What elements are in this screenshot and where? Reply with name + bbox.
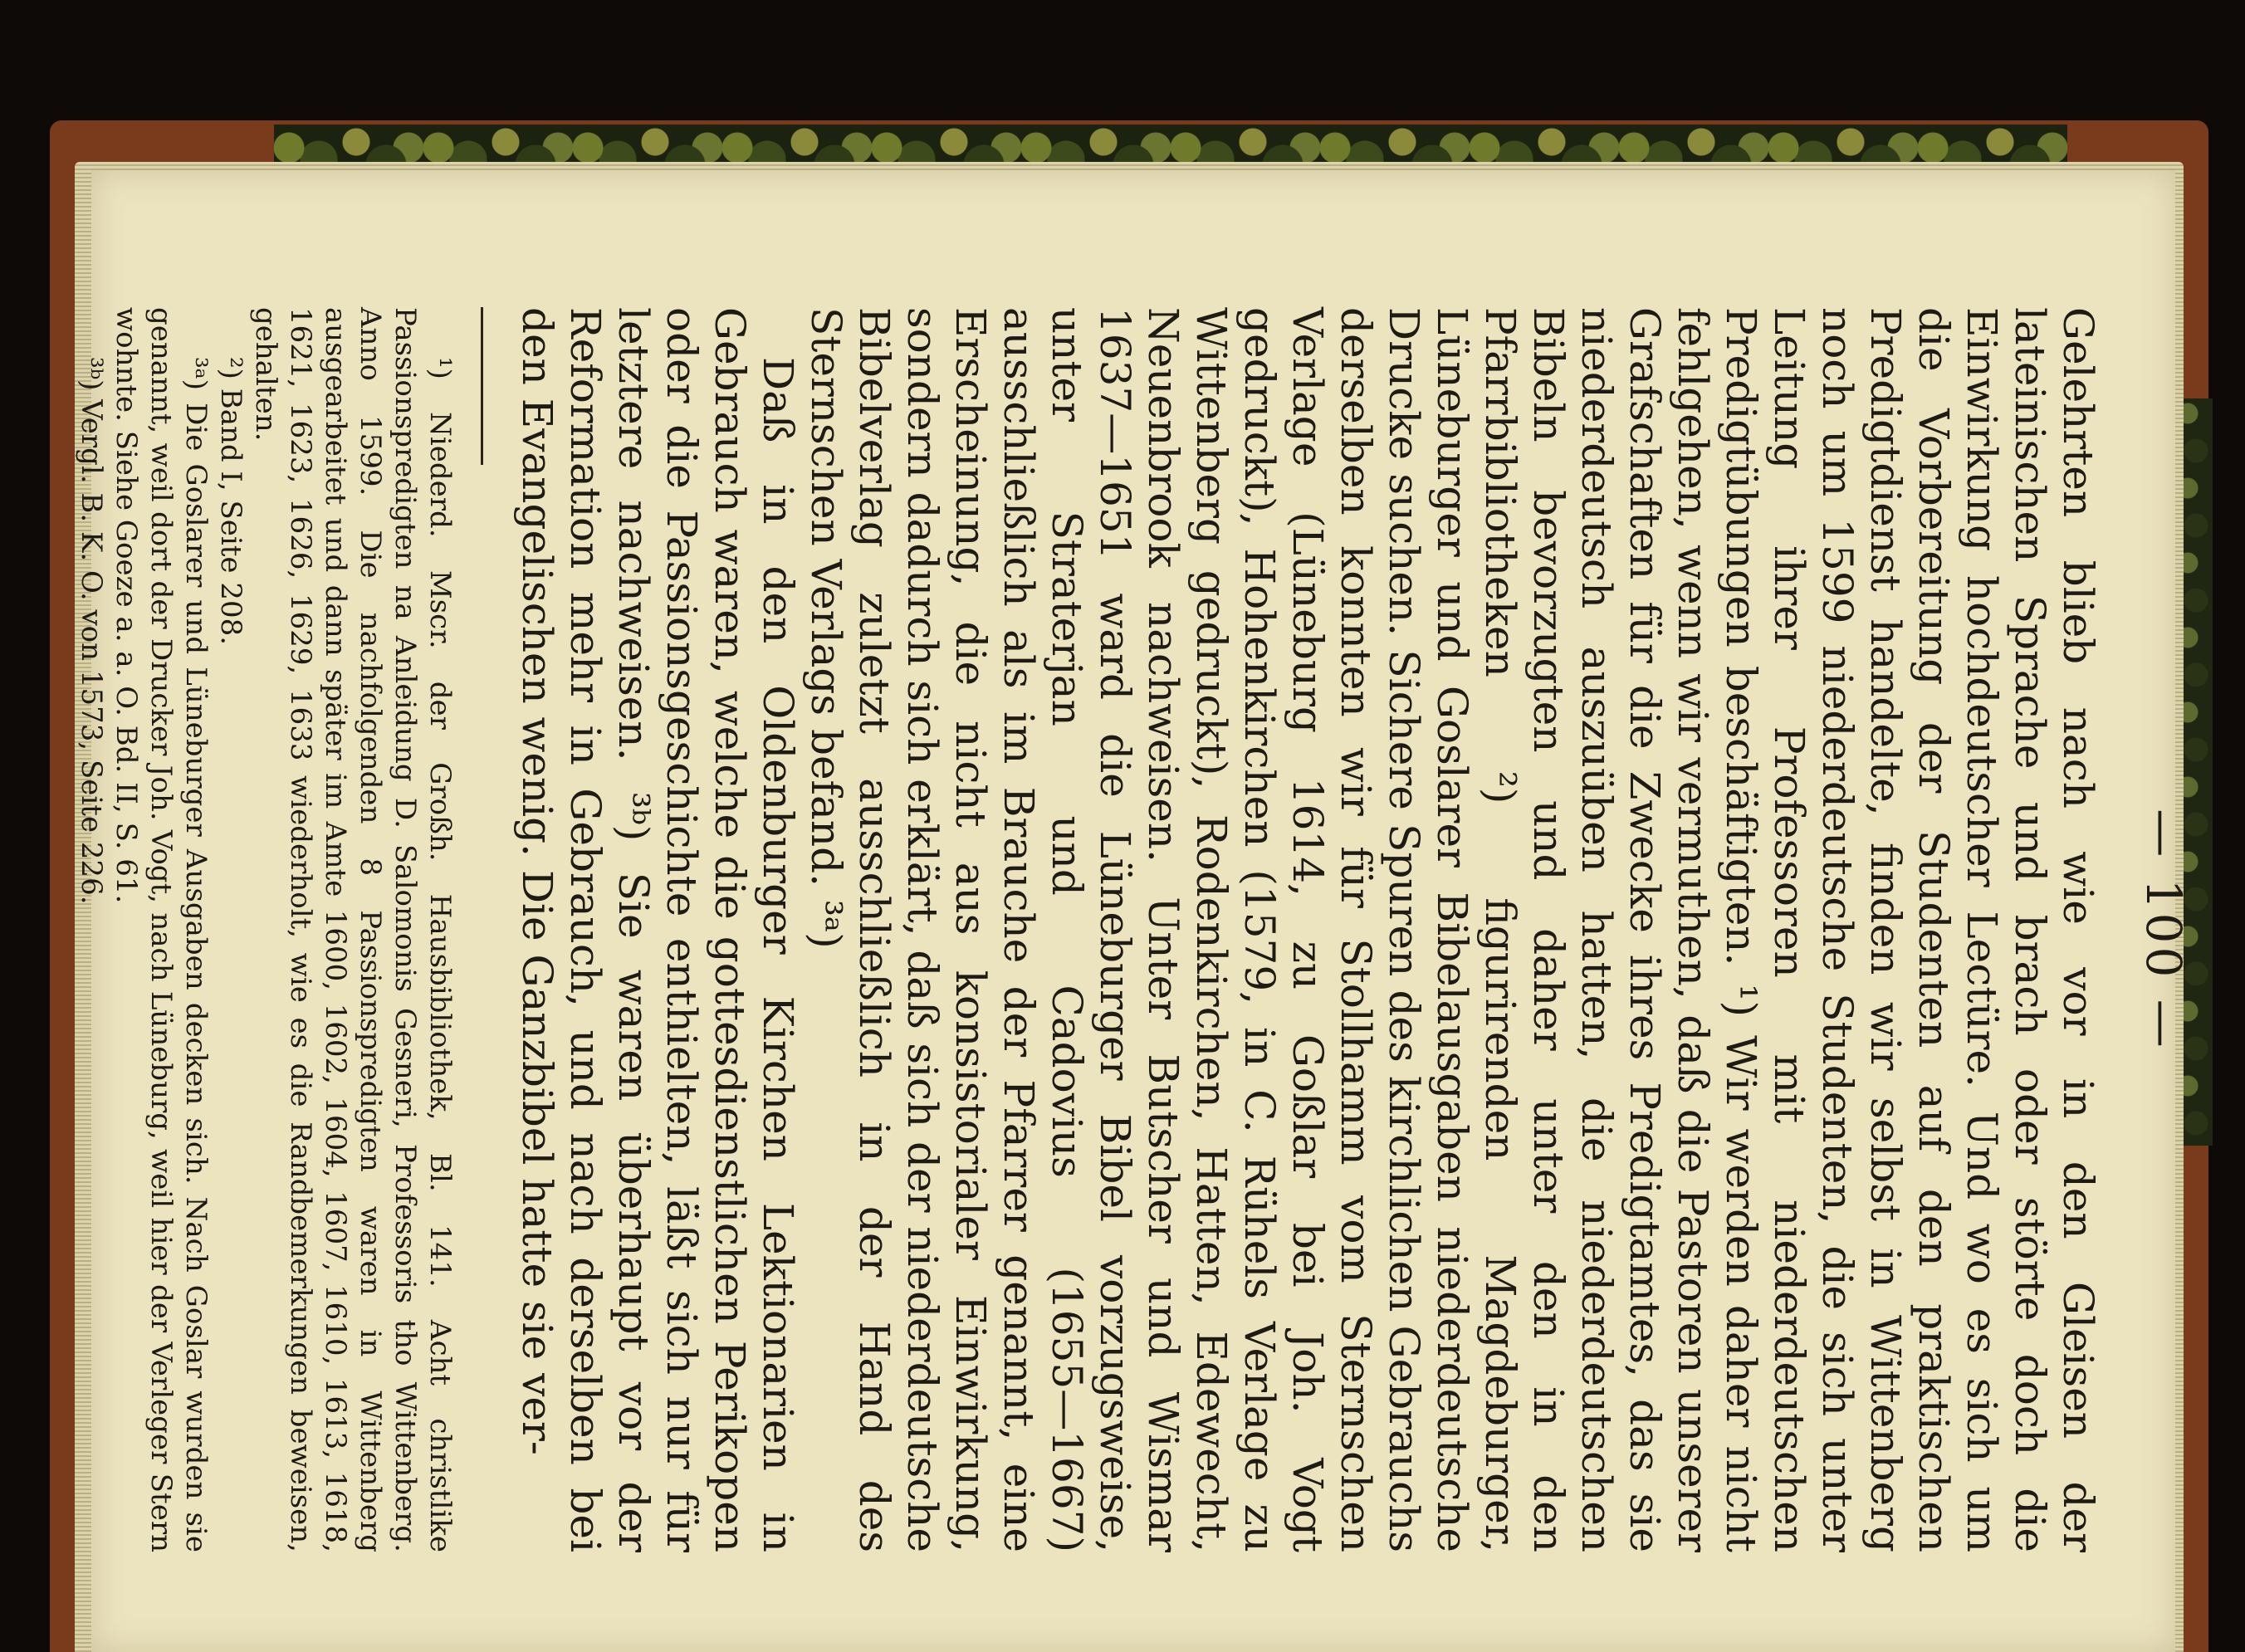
page-number: — 100 —	[2135, 809, 2192, 1051]
book-page	[75, 170, 2192, 1652]
footnote: ¹) Niederd. Mscr. der Großh. Hausbibliothek, Bl. 141. Acht christlike Passionspredigten na Anleidung D. Salomonis Gesneri, Professoris tho Wittenberg. Anno 1599. Die nachfolgenden 8 Passionspredigten waren in Wittenberg ausgearbeitet und dann später im Amte 1600, 1602, 1604, 1607, 1610, 1613, 1618, 1621, 1623, 1626, 1629, 1633 wiederholt, wie es die Randbemerkungen beweisen, gehalten.	[249, 307, 457, 1552]
footnote: ³ᵃ) Die Goslarer und Lüneburger Ausgaben decken sich. Nach Goslar wurden sie genannt, weil dort der Drucker Joh. Vogt, nach Lüneburg, weil hier der Verleger Stern wohnte. Siehe Goeze a. a. O. Bd. II, S. 61.	[110, 307, 213, 1552]
paragraph: Daß in den Oldenburger Kirchen Lektionarien in Gebrauch waren, welche die gottesdienstlichen Perikopen oder die Passionsgeschichte enthielten, läßt sich nur für letztere nachweisen. ³ᵇ) Sie waren überhaupt vor der Reformation mehr in Gebrauch, und nach derselben bei den Evangelischen wenig. Die Ganzbibel hatte sie ver-	[513, 307, 802, 1552]
footnote: ²) Band I, Seite 208.	[214, 357, 247, 646]
main-text	[513, 307, 2102, 1552]
footnote: ³ᵇ) Vergl. B. K. O. von 1573, Seite 226.	[75, 357, 108, 905]
rotated-text-block	[75, 307, 2192, 1552]
paragraph: Gelehrten blieb nach wie vor in den Gleisen der lateinischen Sprache und brach oder störte doch die Einwirkung hochdeutscher Lectüre. Und wo es sich um die Vorbereitung der Studenten auf den praktischen Predigtdienst handelte, finden wir selbst in Wittenberg noch um 1599 niederdeutsche Studenten, die sich unter Leitung ihrer Professoren mit niederdeutschen Predigtübungen beschäftigten. ¹) Wir werden daher nicht fehlgehen, wenn wir vermuthen, daß die Pastoren unserer Grafschaften für die Zwecke ihres Predigtamtes, das sie niederdeutsch auszuüben hatten, die niederdeutschen Bibeln bevorzugten und daher unter den in den Pfarrbibliotheken ²) figurirenden Magdeburger, Lüneburger und Goslarer Bibelausgaben niederdeutsche Drucke suchen. Sichere Spuren des kirchlichen Gebrauchs derselben konnten wir für Stollhamm vom Sternschen Verlage (Lüneburg 1614, zu Goßlar bei Joh. Vogt gedruckt), Hohenkirchen (1579, in C. Rühels Verlage zu Wittenberg gedruckt), Rodenkirchen, Hatten, Edewecht, Neuenbrook nachweisen. Unter Butscher und Wismar 1637—1651 ward die Lüneburger Bibel vorzugsweise, unter Straterjan und Cadovius (1655—1667) ausschließlich als im Brauche der Pfarrer genannt, eine Erscheinung, die nicht aus konsistorialer Einwirkung, sondern dadurch sich erklärt, daß sich der niederdeutsche Bibelverlag zuletzt ausschließlich in der Hand des Sternschen Verlags befand. ³ᵃ)	[802, 307, 2102, 1552]
footnotes	[74, 307, 457, 1552]
footnote-divider	[481, 307, 483, 465]
